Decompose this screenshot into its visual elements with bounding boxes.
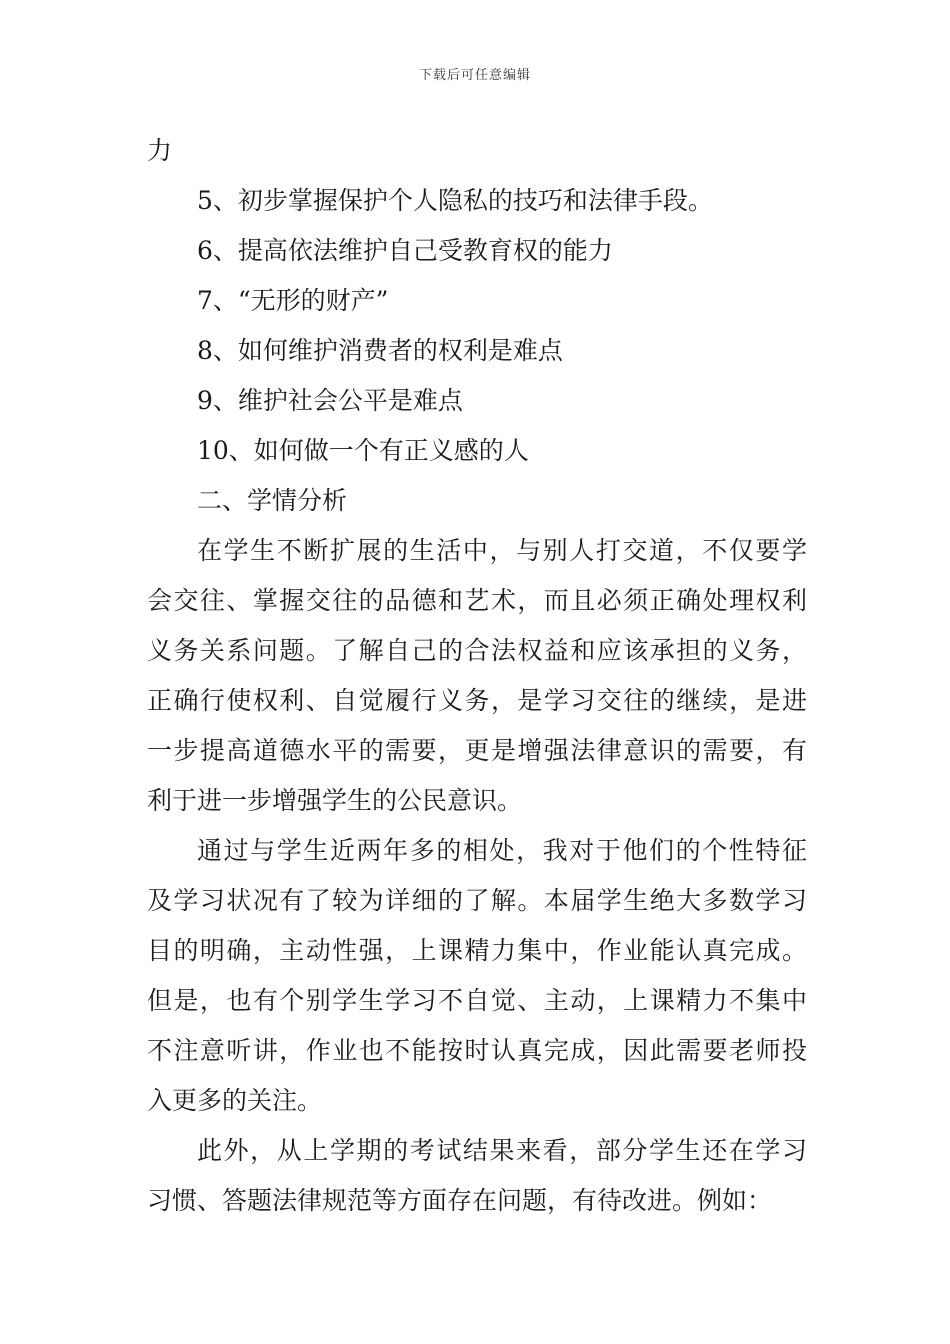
paragraph-line: 但是，也有个别学生学习不自觉、主动，上课精力不集中 (147, 986, 807, 1015)
paragraph-line: 正确行使权利、自觉履行义务，是学习交往的继续，是进 (147, 686, 807, 715)
paragraph-line: 及学习状况有了较为详细的了解。本届学生绝大多数学习 (147, 886, 807, 915)
paragraph-line: 目的明确，主动性强，上课精力集中，作业能认真完成。 (147, 936, 807, 965)
list-item-8: 8、如何维护消费者的权利是难点 (197, 336, 563, 365)
paragraph-3 (147, 1126, 807, 1226)
continuation-line: 力 (147, 136, 173, 165)
paragraph-line: 义务关系问题。了解自己的合法权益和应该承担的义务， (147, 636, 807, 665)
paragraph-line: 在学生不断扩展的生活中，与别人打交道，不仅要学 (197, 536, 807, 565)
paragraph-2 (147, 826, 807, 1126)
paragraph-line: 此外，从上学期的考试结果来看，部分学生还在学习 (197, 1136, 807, 1165)
paragraph-line: 通过与学生近两年多的相处，我对于他们的个性特征 (197, 836, 807, 865)
list-item-10: 10、如何做一个有正义感的人 (197, 436, 529, 465)
section-heading: 二、学情分析 (197, 486, 348, 515)
list-item-9: 9、维护社会公平是难点 (197, 386, 463, 415)
list-item-5: 5、初步掌握保护个人隐私的技巧和法律手段。 (197, 186, 713, 215)
paragraph-line: 会交往、掌握交往的品德和艺术，而且必须正确处理权利 (147, 586, 807, 615)
list-item-6: 6、提高依法维护自己受教育权的能力 (197, 236, 613, 265)
paragraph-line: 利于进一步增强学生的公民意识。 (147, 786, 523, 815)
page-header: 下载后可任意编辑 (418, 68, 531, 83)
paragraph-line: 一步提高道德水平的需要，更是增强法律意识的需要，有 (147, 736, 807, 765)
paragraph-line: 习惯、答题法律规范等方面存在问题，有待改进。例如： (147, 1186, 773, 1215)
paragraph-1 (147, 526, 807, 826)
document-body (147, 126, 807, 1226)
paragraph-line: 入更多的关注。 (147, 1086, 323, 1115)
list-item-7: 7、“无形的财产” (197, 286, 389, 315)
paragraph-line: 不注意听讲，作业也不能按时认真完成，因此需要老师投 (147, 1036, 807, 1065)
